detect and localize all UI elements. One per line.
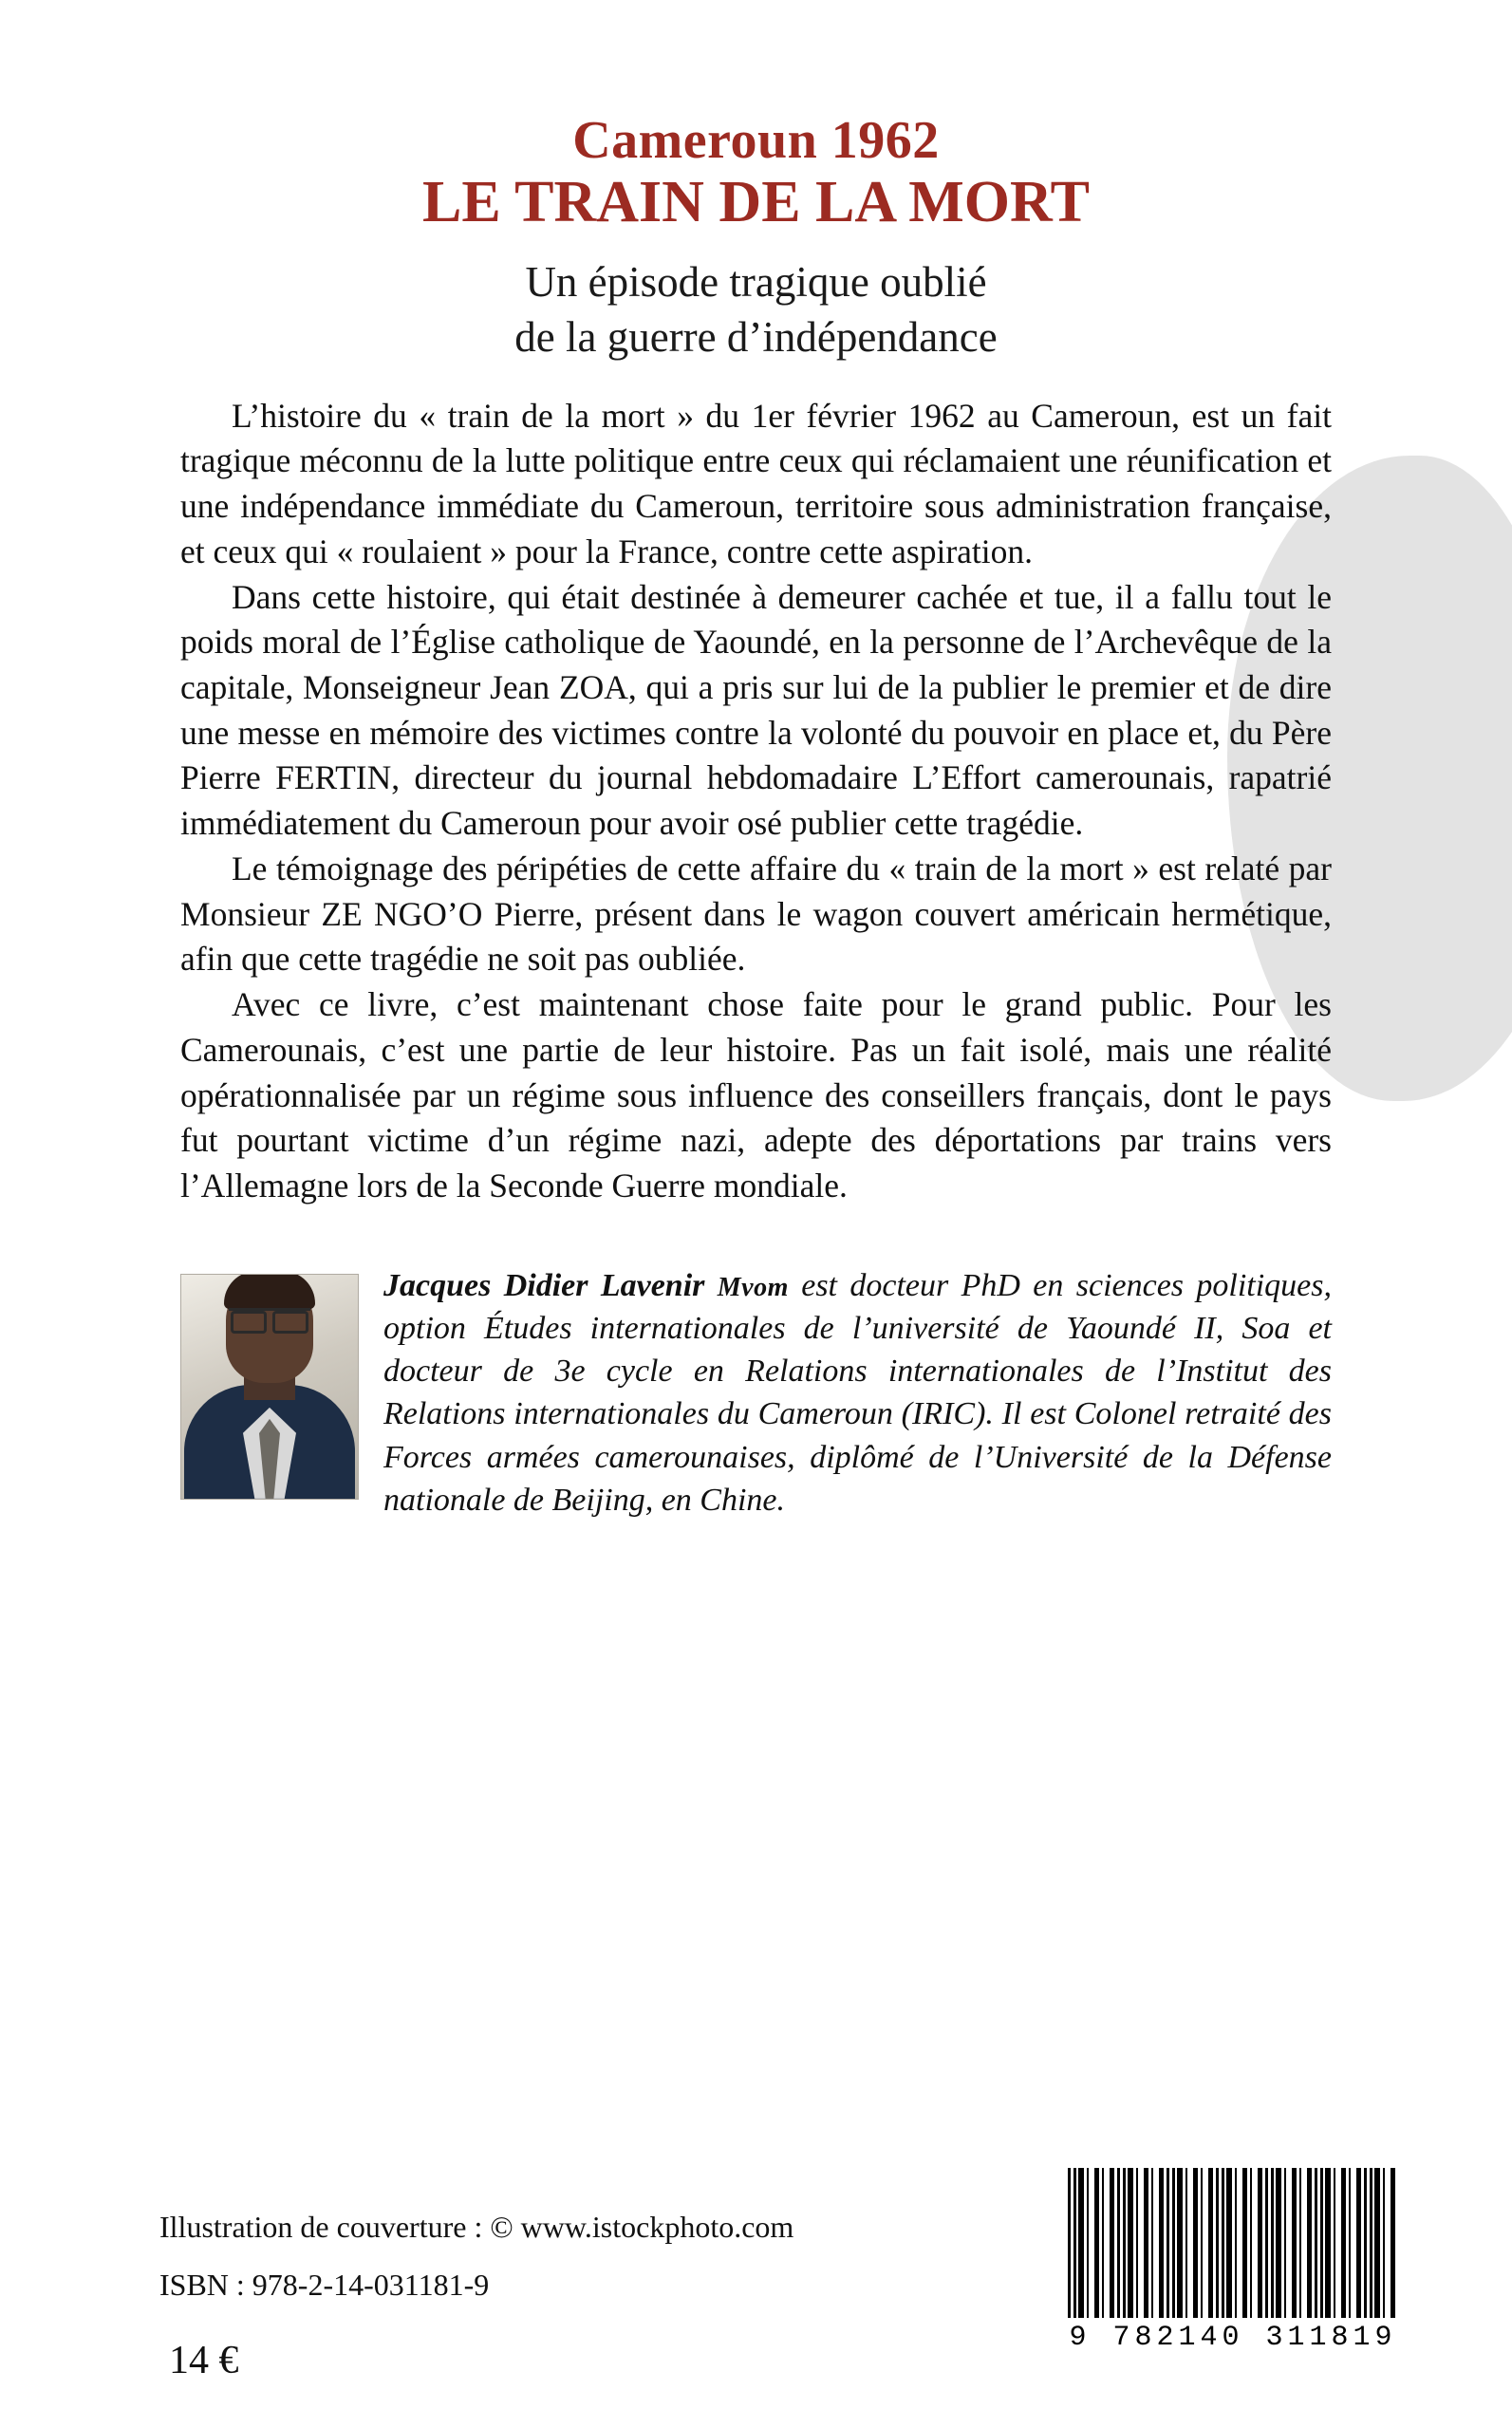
price-text: 14 € — [169, 2338, 239, 2382]
title-block — [180, 0, 1332, 365]
cover-subtitle-line1: Un épisode tragique oublié — [525, 258, 987, 307]
isbn-text: ISBN : 978-2-14-031181-9 — [159, 2267, 490, 2302]
cover-title-line2: LE TRAIN DE LA MORT — [422, 170, 1090, 235]
cover-subtitle-line2: de la guerre d’indépendance — [514, 313, 998, 362]
blurb-paragraph-2: Dans cette histoire, qui était destinée à demeurer cachée et tue, il a fallu tout le poids moral de l’Église catholique de Yaoundé, en la personne de l’Archevêque de la capitale, Monseigneur Jean ZOA, qui a pris sur lui de la publier le premier et de dire une messe en mémoire des victimes contre la volonté du pouvoir en place et, du Père Pierre FERTIN, directeur du journal hebdomadaire L’Effort camerounais, rapatrié immédiatement du Cameroun pour avoir osé publier cette tragédie. — [180, 577, 1332, 843]
blurb — [180, 394, 1332, 1209]
author-bio — [180, 1264, 1332, 1522]
blurb-paragraph-1: L’histoire du « train de la mort » du 1er février 1962 au Cameroun, est un fait tragique méconnu de la lutte politique entre ceux qui réclamaient une réunification et une indépendance immédiate du Cameroun, territoire sous administration française, et ceux qui « roulaient » pour la France, contre cette aspiration. — [180, 396, 1332, 570]
photo-hair — [224, 1274, 315, 1309]
author-bio-text — [383, 1264, 1332, 1522]
cover-illustration-credit: Illustration de couverture : © www.istockphoto.com — [159, 2210, 794, 2244]
author-name-smallcaps: Mvom — [717, 1272, 789, 1302]
blurb-paragraph-4: Avec ce livre, c’est maintenant chose faite pour le grand public. Pour les Camerounais, c’est une partie de leur histoire. Pas un fait isolé, mais une réalité opérationnalisée par un régime sous influence des conseillers français, dont le pays fut pourtant victime d’un régime nazi, adepte des déportations par trains vers l’Allemagne lors de la Seconde Guerre mondiale. — [180, 985, 1332, 1205]
footer-left — [159, 2198, 793, 2399]
cover-title-line1: Cameroun 1962 — [572, 111, 940, 170]
barcode-bars — [1068, 2168, 1398, 2318]
barcode — [1068, 2168, 1398, 2354]
footer — [0, 2124, 1512, 2409]
author-photo — [180, 1274, 359, 1500]
author-name-main: Jacques Didier Lavenir — [383, 1267, 718, 1303]
glasses-icon — [229, 1308, 310, 1330]
author-bio-body: est docteur PhD en sciences politiques, option Études internationales de l’université de Yaoundé II, Soa et docteur de 3e cycle en Relations internationales de l’Institut des Relations internationales du Cameroun (IRIC). Il est Colonel retraité des Forces armées camerounaises, diplômé de l’Université de la Défense nationale de Beijing, en Chine. — [383, 1267, 1332, 1518]
blurb-paragraph-3: Le témoignage des péripéties de cette affaire du « train de la mort » est relaté par Monsieur ZE NGO’O Pierre, présent dans le wagon couvert américain hermétique, afin que cette tragédie ne soit pas oubliée. — [180, 849, 1332, 979]
barcode-digits: 9 782140 311819 — [1069, 2322, 1397, 2354]
author-name — [383, 1268, 789, 1303]
